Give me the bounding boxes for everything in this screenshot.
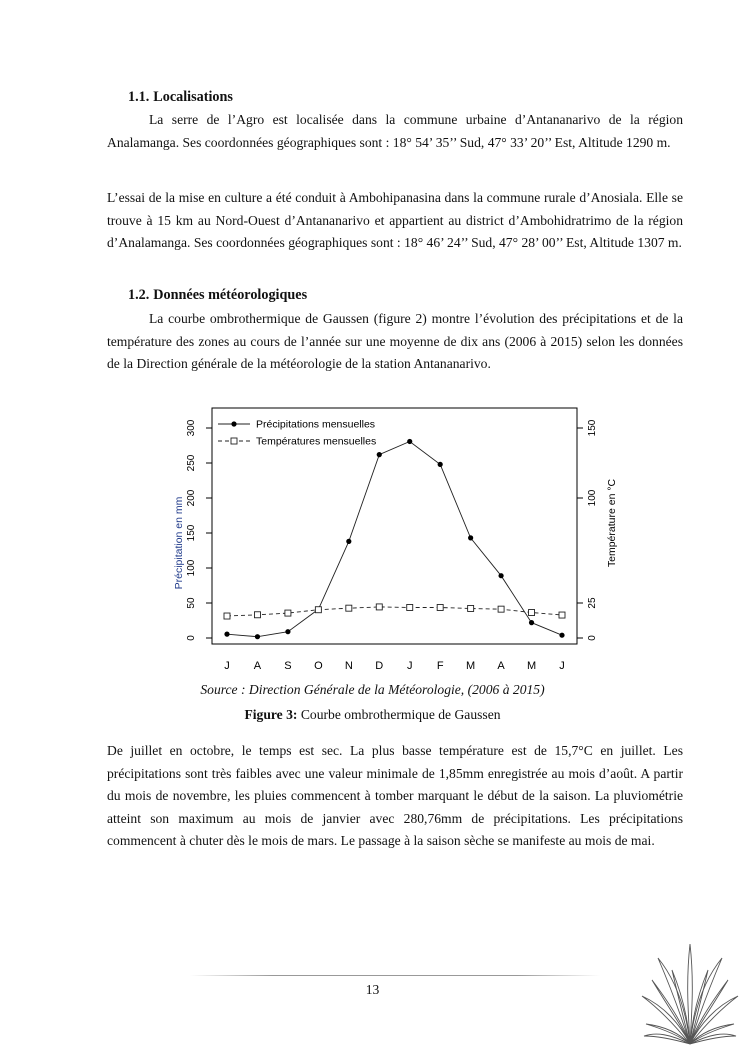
footer-divider [190, 975, 600, 976]
after-figure-paragraph: De juillet en octobre, le temps est sec. La plus basse température est de 15,7°C en juillet. Les précipitations sont très faibles avec une valeur minimale de 1,85mm enregistrée au mois d’août. A partir du mois de novembre, les pluies commencent à tomber marquant le début de la saison. La pluviométrie atteint son maximum au mois de janvier avec 280,76mm de précipitations. Les précipitations commencent à chuter dès le mois de mars. Le passage à la saison sèche se manifeste au mois de mai. [107, 743, 683, 849]
temperature-point [315, 607, 321, 613]
legend-marker-precipitation [231, 421, 236, 426]
section-heading-meteo [128, 287, 307, 304]
right-axis-tick-label: 100 [587, 489, 598, 507]
precipitation-point [377, 452, 382, 457]
localisations-paragraph-1: La serre de l’Agro est localisée dans la commune urbaine d’Antananarivo de la région Analamanga. Ses coordonnées géographiques sont : 18° 54’ 35’’ Sud, 47° 33’ 20’’ Est, Altitude 1290 m. [107, 112, 683, 150]
legend-marker-temperature [231, 438, 237, 444]
localisations-paragraph-2: L’essai de la mise en culture a été conduit à Ambohipanasina dans la commune rurale d’Anosiala. Elle se trouve à 15 km au Nord-Ouest d’Antananarivo et appartient au district d’Ambohidratrimo de la région d’Analamanga. Ses coordonnées géographiques sont : 18° 46’ 24’’ Sud, 47° 28’ 00’’ Est, Altitude 1307 m. [107, 190, 683, 251]
left-axis-title: Précipitation en mm [173, 496, 185, 590]
temperature-point [498, 606, 504, 612]
left-axis-tick-label: 200 [186, 489, 197, 507]
temperature-point [407, 604, 413, 610]
left-axis-tick-label: 0 [186, 635, 197, 641]
x-axis-tick-label: N [344, 660, 353, 672]
precipitation-point [407, 439, 412, 444]
x-axis-tick-label: J [559, 660, 565, 672]
x-axis-tick-label: S [284, 660, 292, 672]
series-line-2 [227, 607, 562, 616]
x-axis-tick-label: M [466, 660, 476, 672]
precipitation-point [285, 629, 290, 634]
temperature-point [559, 612, 565, 618]
x-axis-tick-label: A [253, 660, 262, 672]
legend-label-2: Températures mensuelles [256, 435, 377, 448]
temperature-point [376, 604, 382, 610]
section-number: 1.1. [128, 89, 150, 105]
right-axis-tick-label: 25 [587, 597, 598, 609]
right-axis-tick-label: 0 [587, 635, 598, 641]
temperature-point [254, 612, 260, 618]
precipitation-point [559, 633, 564, 638]
legend-label-1: Précipitations mensuelles [256, 418, 376, 431]
temperature-point [285, 610, 291, 616]
x-axis-tick-label: M [526, 660, 537, 672]
precipitation-point [224, 632, 229, 637]
figure-caption [0, 707, 745, 723]
left-axis-tick-label: 150 [186, 524, 197, 542]
precipitation-point [529, 620, 534, 625]
temperature-point [468, 605, 474, 611]
ombrothermic-chart [160, 398, 620, 678]
left-axis-tick-label: 300 [186, 419, 197, 437]
x-axis-tick-label: D [375, 660, 384, 672]
precipitation-point [468, 535, 473, 540]
figure-source: Source : Direction Générale de la Météorologie, (2006 à 2015) [200, 682, 545, 697]
right-axis-title: Température en °C [606, 478, 618, 568]
section-heading-localisations [128, 89, 233, 106]
left-axis-tick-label: 100 [186, 559, 197, 577]
temperature-point [437, 604, 443, 610]
section-number: 1.2. [128, 287, 150, 303]
section-title: Localisations [153, 89, 233, 105]
precipitation-point [255, 634, 260, 639]
right-axis-tick-label: 150 [587, 419, 598, 437]
precipitation-point [346, 539, 351, 544]
precipitation-point [498, 573, 503, 578]
temperature-point [529, 610, 535, 616]
agave-plant-icon [640, 940, 740, 1048]
x-axis-tick-label: J [406, 660, 413, 672]
series-line-1 [227, 442, 562, 637]
x-axis-tick-label: J [224, 660, 230, 672]
meteo-paragraph: La courbe ombrothermique de Gaussen (figure 2) montre l’évolution des précipitations et de la température des zones au cours de l’année sur une moyenne de dix ans (2006 à 2015) selon les données de la Direction générale de la météorologie de la station Antananarivo. [107, 311, 683, 372]
figure-caption-text: Courbe ombrothermique de Gaussen [297, 707, 501, 722]
left-axis-tick-label: 50 [186, 597, 197, 609]
section-title: Données météorologiques [153, 287, 308, 303]
x-axis-tick-label: O [314, 660, 323, 672]
temperature-point [346, 605, 352, 611]
x-axis-tick-label: F [436, 660, 444, 672]
left-axis-tick-label: 250 [186, 454, 197, 472]
precipitation-point [438, 462, 443, 467]
figure-caption-label: Figure 3: [244, 707, 298, 722]
x-axis-tick-label: A [497, 660, 505, 672]
page-number: 13 [365, 982, 380, 997]
temperature-point [224, 613, 230, 619]
chart-svg [160, 398, 620, 678]
